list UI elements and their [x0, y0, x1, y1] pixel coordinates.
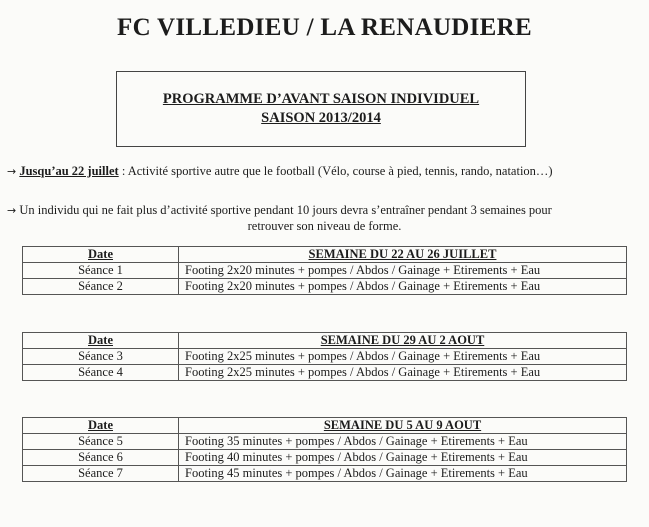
- date-column-header: Date: [23, 333, 179, 349]
- program-title-box: [116, 71, 526, 147]
- week-table-2: [22, 332, 627, 381]
- session-detail: Footing 40 minutes + pompes / Abdos / Gainage + Etirements + Eau: [179, 450, 627, 466]
- note-inactivity-line2: retrouver son niveau de forme.: [247, 219, 402, 233]
- week-table-3: [22, 417, 627, 482]
- session-detail: Footing 2x20 minutes + pompes / Abdos / Gainage + Etirements + Eau: [179, 263, 627, 279]
- session-detail: Footing 45 minutes + pompes / Abdos / Gainage + Etirements + Eau: [179, 466, 627, 482]
- session-label: Séance 1: [23, 263, 179, 279]
- table-header-row: [23, 247, 627, 263]
- note-july: [7, 163, 553, 180]
- table-header-row: [23, 418, 627, 434]
- program-title: PROGRAMME D’AVANT SAISON INDIVIDUEL: [162, 91, 480, 107]
- table-row: [23, 263, 627, 279]
- table-row: [23, 466, 627, 482]
- session-detail: Footing 35 minutes + pompes / Abdos / Gainage + Etirements + Eau: [179, 434, 627, 450]
- week-title: SEMAINE DU 22 AU 26 JUILLET: [179, 247, 627, 263]
- table-header-row: [23, 333, 627, 349]
- date-column-header: Date: [23, 418, 179, 434]
- table-row: [23, 434, 627, 450]
- session-detail: Footing 2x20 minutes + pompes / Abdos / Gainage + Etirements + Eau: [179, 279, 627, 295]
- session-label: Séance 6: [23, 450, 179, 466]
- date-column-header: Date: [23, 247, 179, 263]
- note-july-text: : Activité sportive autre que le football (Vélo, course à pied, tennis, rando, natation…): [118, 164, 553, 178]
- week-title: SEMAINE DU 5 AU 9 AOUT: [179, 418, 627, 434]
- table-row: [23, 349, 627, 365]
- table-row: [23, 365, 627, 381]
- session-label: Séance 2: [23, 279, 179, 295]
- week-table-1: [22, 246, 627, 295]
- note-july-date: Jusqu’au 22 juillet: [19, 164, 119, 178]
- table-row: [23, 450, 627, 466]
- session-detail: Footing 2x25 minutes + pompes / Abdos / Gainage + Etirements + Eau: [179, 365, 627, 381]
- session-label: Séance 5: [23, 434, 179, 450]
- arrow-right-icon: →: [7, 204, 17, 217]
- note-inactivity: [7, 202, 552, 219]
- session-label: Séance 7: [23, 466, 179, 482]
- session-detail: Footing 2x25 minutes + pompes / Abdos / Gainage + Etirements + Eau: [179, 349, 627, 365]
- note-inactivity-line1: Un individu qui ne fait plus d’activité sportive pendant 10 jours devra s’entraîner pendant 3 semaines pour: [16, 203, 552, 217]
- season-title: SAISON 2013/2014: [261, 110, 381, 126]
- week-title: SEMAINE DU 29 AU 2 AOUT: [179, 333, 627, 349]
- arrow-right-icon: →: [7, 165, 17, 178]
- club-title: FC VILLEDIEU / LA RENAUDIERE: [117, 14, 532, 41]
- session-label: Séance 3: [23, 349, 179, 365]
- table-row: [23, 279, 627, 295]
- session-label: Séance 4: [23, 365, 179, 381]
